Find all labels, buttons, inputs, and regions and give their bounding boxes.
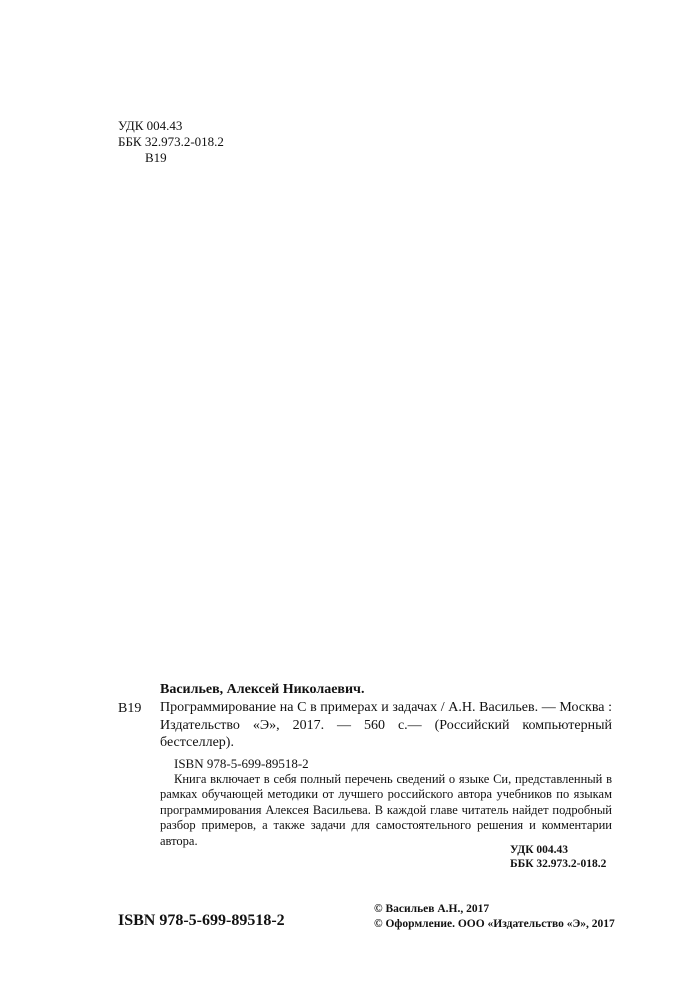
udk-code: УДК 004.43	[118, 118, 183, 133]
author-sign: В19	[145, 150, 167, 165]
copyright-author: © Васильев А.Н., 2017	[374, 903, 490, 915]
record-author-sign: В19	[118, 701, 142, 716]
bbk-code: ББК 32.973.2-018.2	[118, 134, 224, 149]
record-bbk: ББК 32.973.2-018.2	[510, 858, 607, 870]
record-isbn: ISBN 978-5-699-89518-2	[174, 756, 309, 771]
record-annotation: Книга включает в себя полный перечень сведений о языке Си, представленный в рамках обучающей методики от лучшего российского автора учебников по языкам программирования Алексея Васильева. В каждой главе читатель найдет подробный разбор примеров, а также задачи для самостоятельного решения и комментарии автора.	[160, 772, 612, 848]
copyright-design: © Оформление. ООО «Издательство «Э», 2017	[374, 918, 615, 930]
record-author: Васильев, Алексей Николаевич.	[160, 682, 365, 697]
footer-isbn: ISBN 978-5-699-89518-2	[118, 912, 285, 929]
record-description: Программирование на С в примерах и задачах / А.Н. Васильев. — Москва : Издательство «Э», 2017. — 560 с.— (Российский компьютерный бестселлер).	[160, 700, 612, 750]
record-udk: УДК 004.43	[510, 844, 569, 856]
